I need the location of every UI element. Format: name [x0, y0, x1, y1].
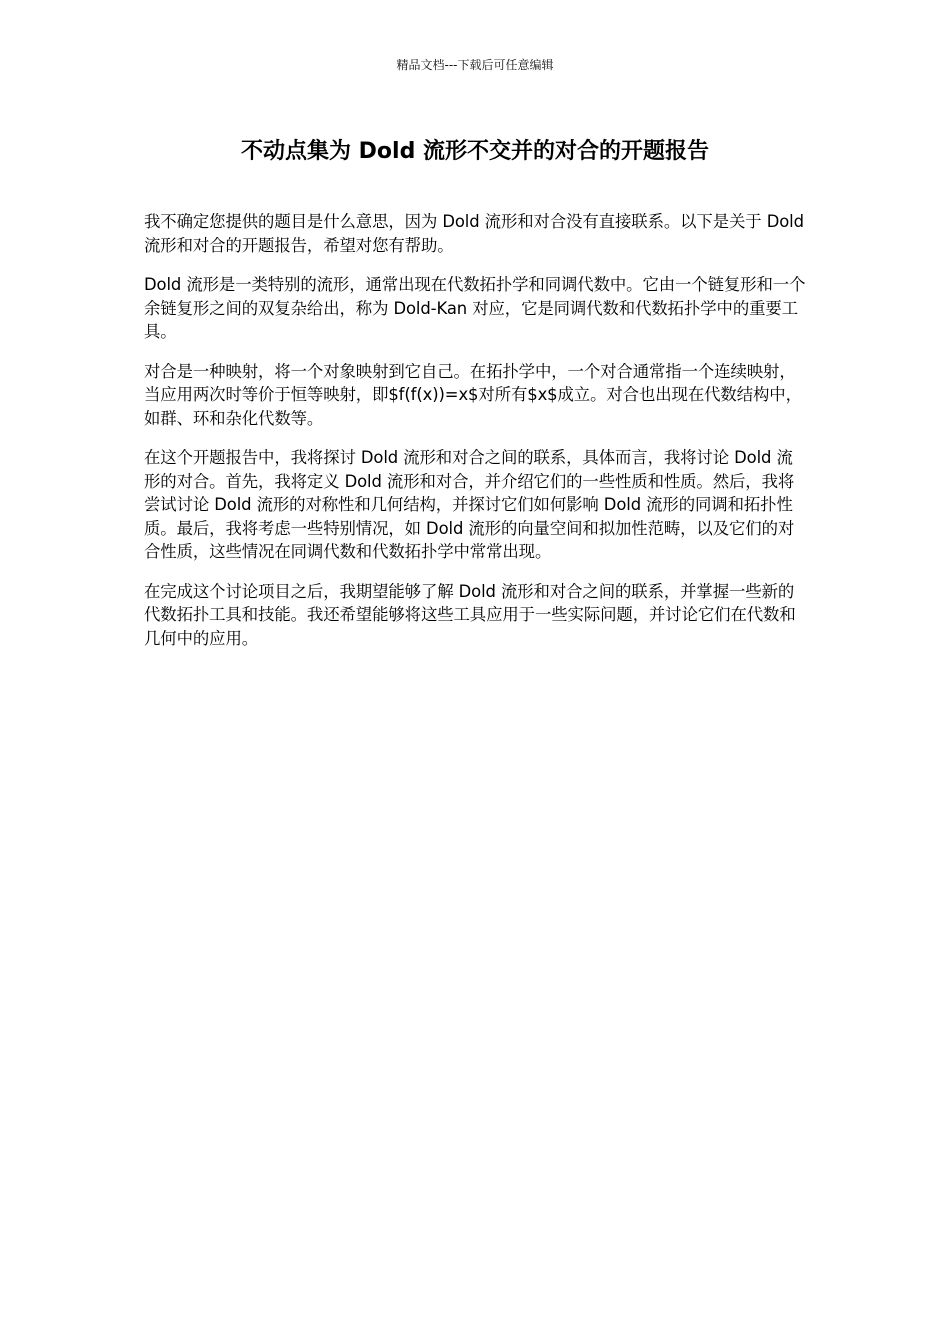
- paragraph-intro: 我不确定您提供的题目是什么意思，因为 Dold 流形和对合没有直接联系。以下是关于 Dold 流形和对合的开题报告，希望对您有帮助。: [144, 212, 804, 255]
- header-note: 精品文档---下载后可任意编辑: [396, 58, 554, 72]
- paragraph-dold-manifold: Dold 流形是一类特别的流形，通常出现在代数拓扑学和同调代数中。它由一个链复形和一个余链复形之间的双复杂给出，称为 Dold-Kan 对应，它是同调代数和代数拓扑学中的重要工具。: [144, 275, 806, 341]
- paragraph-involution: 对合是一种映射，将一个对象映射到它自己。在拓扑学中，一个对合通常指一个连续映射，当应用两次时等价于恒等映射，即$f(f(x))=x$对所有$x$成立。对合也出现在代数结构中，如群、环和杂化代数等。: [144, 361, 802, 428]
- paragraph-plan: 在这个开题报告中，我将探讨 Dold 流形和对合之间的联系，具体而言，我将讨论 Dold 流形的对合。首先，我将定义 Dold 流形和对合，并介绍它们的一些性质和性质。然后，我将尝试讨论 Dold 流形的对称性和几何结构，并探讨它们如何影响 Dold 流形的同调和拓扑性质。最后，我将考虑一些特别情况，如 Dold 流形的向量空间和拟加性范畴，以及它们的对合性质，这些情况在同调代数和代数拓扑学中常常出现。: [144, 448, 795, 561]
- document-title: 不动点集为 Dold 流形不交并的对合的开题报告: [241, 139, 709, 164]
- paragraph-expectation: 在完成这个讨论项目之后，我期望能够了解 Dold 流形和对合之间的联系，并掌握一些新的代数拓扑工具和技能。我还希望能够将这些工具应用于一些实际问题，并讨论它们在代数和几何中的应用。: [144, 581, 796, 648]
- document-body: [144, 210, 808, 666]
